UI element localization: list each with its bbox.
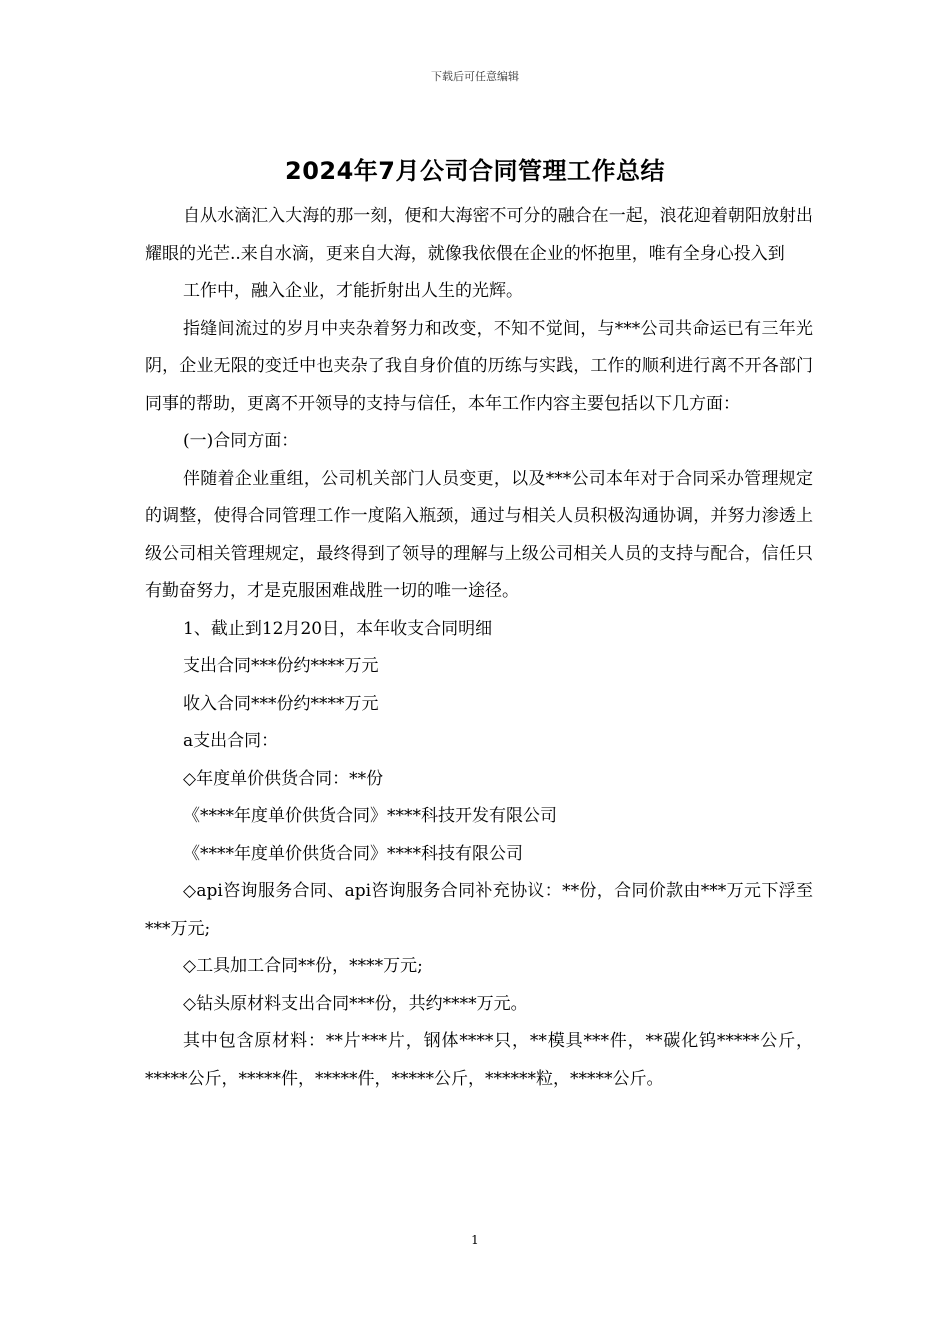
paragraph-intro-continued: 工作中，融入企业，才能折射出人生的光辉。 bbox=[183, 281, 523, 301]
list-item-annual-supply: ◇年度单价供货合同：**份 bbox=[183, 768, 384, 789]
list-item-supply-contract-2: 《****年度单价供货合同》****科技有限公司 bbox=[183, 843, 523, 864]
list-item-api-consulting: ◇api咨询服务合同、api咨询服务合同补充协议：**份，合同价款由***万元下浮至***万元; bbox=[145, 881, 813, 939]
paragraph-overview: 指缝间流过的岁月中夹杂着努力和改变，不知不觉间，与***公司共命运已有三年光阴，企业无限的变迁中也夹杂了我自身价值的历练与实践，工作的顺利进行离不开各部门同事的帮助，更离不开领导的支持与信任，本年工作内容主要包括以下几方面： bbox=[145, 318, 813, 414]
list-item-tool-processing: ◇工具加工合同**份，****万元; bbox=[183, 956, 423, 976]
page-number: 1 bbox=[471, 1233, 479, 1247]
list-heading-contract-details: 1、截止到12月20日，本年收支合同明细 bbox=[183, 618, 493, 639]
list-item-supply-contract-1: 《****年度单价供货合同》****科技开发有限公司 bbox=[183, 806, 557, 826]
paragraph-contract-management: 伴随着企业重组，公司机关部门人员变更，以及***公司本年对于合同采办管理规定的调整，使得合同管理工作一度陷入瓶颈，通过与相关人员积极沟通协调，并努力渗透上级公司相关管理规定，最终得到了领导的理解与上级公司相关人员的支持与配合，信任只有勤奋努力，才是克服困难战胜一切的唯一途径。 bbox=[145, 468, 813, 601]
page-header-note: 下载后可任意编辑 bbox=[431, 70, 519, 83]
list-item-drill-materials: ◇钻头原材料支出合同***份，共约****万元。 bbox=[183, 993, 528, 1014]
subheading-expense-contracts: a支出合同： bbox=[183, 731, 279, 751]
document-body bbox=[145, 198, 813, 1098]
paragraph-intro: 自从水滴汇入大海的那一刻，便和大海密不可分的融合在一起，浪花迎着朝阳放射出耀眼的光芒..来自水滴，更来自大海，就像我依偎在企业的怀抱里，唯有全身心投入到 bbox=[145, 206, 813, 264]
section-heading-contracts: (一)合同方面： bbox=[183, 431, 299, 451]
list-item-expense-contracts: 支出合同***份约****万元 bbox=[183, 656, 379, 676]
list-item-income-contracts: 收入合同***份约****万元 bbox=[183, 693, 379, 714]
document-title: 2024年7月公司合同管理工作总结 bbox=[285, 157, 665, 185]
paragraph-materials-breakdown: 其中包含原材料：**片***片，钢体****只，**模具***件，**碳化钨*****公斤，*****公斤，*****件，*****件，*****公斤，******粒，*****公斤。 bbox=[145, 1031, 813, 1089]
